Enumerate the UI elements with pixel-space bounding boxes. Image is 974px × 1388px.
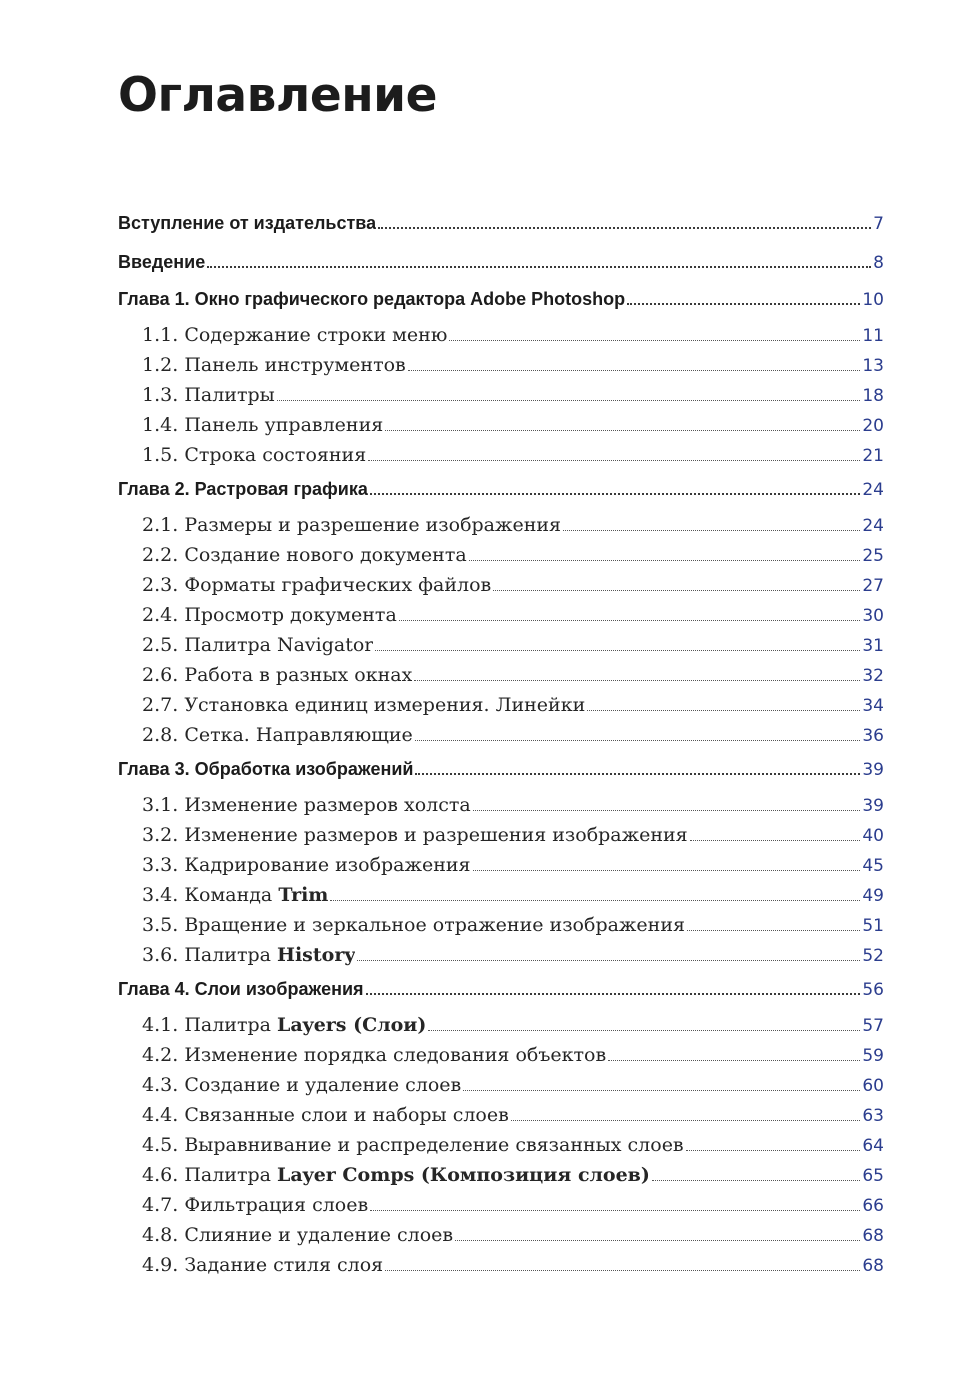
section-text: Создание и удаление слоев: [184, 1074, 462, 1096]
toc-section-3-2[interactable]: [118, 820, 884, 850]
toc-section-2-2[interactable]: [118, 540, 884, 570]
section-title: [142, 510, 561, 540]
page-number: 8: [873, 253, 884, 273]
section-title: [142, 600, 397, 630]
dot-leader: [690, 837, 861, 841]
dot-leader: [378, 224, 871, 229]
table-of-contents: [118, 206, 884, 1280]
dot-leader: [368, 457, 860, 461]
section-number: 2.5.: [142, 634, 179, 656]
toc-section-2-6[interactable]: [118, 660, 884, 690]
section-text: Создание нового документа: [184, 544, 467, 566]
section-title: [142, 440, 366, 470]
dot-leader: [473, 867, 861, 871]
toc-section-3-4[interactable]: [118, 880, 884, 910]
section-text: Выравнивание и распределение связанных слоев: [184, 1134, 684, 1156]
section-number: 3.6.: [142, 944, 179, 966]
dot-leader: [469, 557, 861, 561]
section-number: 3.5.: [142, 914, 179, 936]
section-title: [142, 690, 585, 720]
section-title: [142, 1250, 383, 1280]
toc-section-3-5[interactable]: [118, 910, 884, 940]
section-text: Изменение порядка следования объектов: [184, 1044, 607, 1066]
section-title: [142, 850, 471, 880]
section-text: Панель управления: [184, 414, 384, 436]
section-number: 1.1.: [142, 324, 179, 346]
page-number: 68: [862, 1226, 884, 1246]
dot-leader: [493, 587, 860, 591]
section-text: Палитра Navigator: [184, 634, 374, 656]
dot-leader: [455, 1237, 860, 1241]
entry-title: Введение: [118, 252, 206, 272]
section-text: Связанные слои и наборы слоев: [184, 1104, 509, 1126]
dot-leader: [587, 707, 860, 711]
section-title: [142, 820, 688, 850]
section-number: 1.4.: [142, 414, 179, 436]
section-number: 3.3.: [142, 854, 179, 876]
toc-section-2-8[interactable]: [118, 720, 884, 754]
dot-leader: [399, 617, 861, 621]
page-number: 31: [862, 636, 884, 656]
section-number: 1.2.: [142, 354, 179, 376]
section-number: 2.4.: [142, 604, 179, 626]
section-text: Просмотр документа: [184, 604, 397, 626]
page-number: 68: [862, 1256, 884, 1276]
page-number: 11: [862, 326, 884, 346]
page-number: 49: [862, 886, 884, 906]
toc-section-4-6[interactable]: [118, 1160, 884, 1190]
section-number: 4.9.: [142, 1254, 179, 1276]
dot-leader: [207, 263, 871, 268]
toc-section-3-6[interactable]: [118, 940, 884, 974]
toc-section-4-3[interactable]: [118, 1070, 884, 1100]
section-number: 4.3.: [142, 1074, 179, 1096]
chapter-title: Глава 2. Растровая графика: [118, 479, 368, 499]
section-text: Строка состояния: [184, 444, 367, 466]
section-title: [142, 720, 413, 750]
section-text: Сетка. Направляющие: [184, 724, 413, 746]
toc-section-3-1[interactable]: [118, 790, 884, 820]
section-title: [142, 350, 406, 380]
section-text: Изменение размеров и разрешения изображения: [184, 824, 688, 846]
page-number: 32: [862, 666, 884, 686]
section-number: 4.2.: [142, 1044, 179, 1066]
toc-chapter-3[interactable]: [118, 754, 884, 790]
toc-section-4-7[interactable]: [118, 1190, 884, 1220]
section-number: 4.6.: [142, 1164, 179, 1186]
section-title: [142, 790, 471, 820]
toc-section-4-9[interactable]: [118, 1250, 884, 1280]
page-number: 52: [862, 946, 884, 966]
chapter-title: Глава 4. Слои изображения: [118, 979, 364, 999]
section-text: Кадрирование изображения: [184, 854, 471, 876]
dot-leader: [375, 647, 860, 651]
toc-section-4-5[interactable]: [118, 1130, 884, 1160]
section-text: Содержание строки меню: [184, 324, 448, 346]
page-number: 21: [862, 446, 884, 466]
toc-section-2-5[interactable]: [118, 630, 884, 660]
section-text: Палитра: [184, 944, 271, 966]
section-text: Задание стиля слоя: [184, 1254, 384, 1276]
page-number: 39: [862, 760, 884, 780]
page-number: 10: [862, 290, 884, 310]
dot-leader: [370, 490, 860, 495]
section-title: [142, 540, 467, 570]
dot-leader: [385, 1267, 860, 1271]
toc-section-2-1[interactable]: [118, 510, 884, 540]
section-number: 2.8.: [142, 724, 179, 746]
page-number: 36: [862, 726, 884, 746]
toc-section-4-1[interactable]: [118, 1010, 884, 1040]
section-title: [142, 940, 355, 970]
page-title: Оглавление: [118, 68, 437, 123]
section-title: [142, 320, 447, 350]
page-number: 34: [862, 696, 884, 716]
toc-section-1-2[interactable]: [118, 350, 884, 380]
page-number: 57: [862, 1016, 884, 1036]
section-text: Фильтрация слоев: [184, 1194, 369, 1216]
page-number: 45: [862, 856, 884, 876]
entry-title: Вступление от издательства: [118, 213, 377, 233]
section-text: Палитра: [184, 1164, 271, 1186]
section-term: History: [277, 944, 356, 966]
page-number: 40: [862, 826, 884, 846]
toc-section-1-1[interactable]: [118, 320, 884, 350]
page-number: 24: [862, 516, 884, 536]
section-term: Trim: [278, 884, 329, 906]
section-title: [142, 1220, 453, 1250]
section-number: 2.1.: [142, 514, 179, 536]
section-title: [142, 380, 275, 410]
section-number: 2.7.: [142, 694, 179, 716]
page-number: 13: [862, 356, 884, 376]
section-text: Размеры и разрешение изображения: [184, 514, 562, 536]
section-title: [142, 1160, 650, 1190]
toc-chapter-4[interactable]: [118, 974, 884, 1010]
toc-entry-intro[interactable]: [118, 206, 884, 245]
dot-leader: [687, 927, 860, 931]
dot-leader: [415, 737, 861, 741]
page-number: 25: [862, 546, 884, 566]
toc-section-1-3[interactable]: [118, 380, 884, 410]
section-text: Установка единиц измерения. Линейки: [184, 694, 586, 716]
section-term: Layer Comps (Композиция слоев): [277, 1164, 650, 1186]
section-title: [142, 410, 383, 440]
toc-chapter-2[interactable]: [118, 474, 884, 510]
section-number: 2.6.: [142, 664, 179, 686]
dot-leader: [408, 367, 861, 371]
page-number: 65: [862, 1166, 884, 1186]
toc-chapter-1[interactable]: [118, 284, 884, 320]
page-number: 64: [862, 1136, 884, 1156]
page-number: 63: [862, 1106, 884, 1126]
dot-leader: [608, 1057, 860, 1061]
dot-leader: [277, 397, 861, 401]
section-number: 4.4.: [142, 1104, 179, 1126]
section-title: [142, 880, 328, 910]
toc-section-4-4[interactable]: [118, 1100, 884, 1130]
section-number: 4.8.: [142, 1224, 179, 1246]
dot-leader: [357, 957, 860, 961]
section-term: Layers (Слои): [277, 1014, 427, 1036]
dot-leader: [428, 1027, 860, 1031]
section-title: [142, 570, 491, 600]
toc-section-1-5[interactable]: [118, 440, 884, 474]
dot-leader: [330, 897, 860, 901]
section-title: [142, 1010, 426, 1040]
page-number: 27: [862, 576, 884, 596]
section-number: 3.2.: [142, 824, 179, 846]
section-number: 4.5.: [142, 1134, 179, 1156]
toc-section-2-4[interactable]: [118, 600, 884, 630]
section-title: [142, 1070, 461, 1100]
dot-leader: [511, 1117, 861, 1121]
toc-section-1-4[interactable]: [118, 410, 884, 440]
page-number: 66: [862, 1196, 884, 1216]
section-text: Палитра: [184, 1014, 271, 1036]
section-text: Слияние и удаление слоев: [184, 1224, 454, 1246]
section-number: 1.3.: [142, 384, 179, 406]
section-title: [142, 1040, 606, 1070]
section-number: 4.7.: [142, 1194, 179, 1216]
section-title: [142, 630, 373, 660]
section-text: Палитры: [184, 384, 275, 406]
page-number: 56: [862, 980, 884, 1000]
toc-section-3-3[interactable]: [118, 850, 884, 880]
page-number: 24: [862, 480, 884, 500]
page-number: 7: [873, 214, 884, 234]
dot-leader: [414, 677, 860, 681]
dot-leader: [563, 527, 860, 531]
chapter-title: Глава 3. Обработка изображений: [118, 759, 414, 779]
dot-leader: [370, 1207, 860, 1211]
dot-leader: [686, 1147, 861, 1151]
section-number: 2.2.: [142, 544, 179, 566]
section-text: Работа в разных окнах: [184, 664, 413, 686]
section-text: Панель инструментов: [184, 354, 406, 376]
dot-leader: [415, 770, 860, 775]
dot-leader: [449, 337, 860, 341]
toc-section-2-3[interactable]: [118, 570, 884, 600]
dot-leader: [385, 427, 860, 431]
section-title: [142, 660, 412, 690]
section-number: 4.1.: [142, 1014, 179, 1036]
section-number: 3.1.: [142, 794, 179, 816]
dot-leader: [627, 300, 860, 305]
section-title: [142, 1100, 509, 1130]
toc-section-4-8[interactable]: [118, 1220, 884, 1250]
dot-leader: [463, 1087, 860, 1091]
page-number: 60: [862, 1076, 884, 1096]
section-number: 3.4.: [142, 884, 179, 906]
page-number: 18: [862, 386, 884, 406]
page-number: 59: [862, 1046, 884, 1066]
page-number: 51: [862, 916, 884, 936]
dot-leader: [652, 1177, 860, 1181]
section-title: [142, 910, 685, 940]
section-title: [142, 1130, 684, 1160]
section-number: 2.3.: [142, 574, 179, 596]
section-text: Команда: [184, 884, 273, 906]
page-number: 20: [862, 416, 884, 436]
section-title: [142, 1190, 368, 1220]
section-text: Форматы графических файлов: [184, 574, 492, 596]
section-text: Вращение и зеркальное отражение изображения: [184, 914, 685, 936]
toc-section-2-7[interactable]: [118, 690, 884, 720]
page-number: 39: [862, 796, 884, 816]
dot-leader: [473, 807, 861, 811]
toc-section-4-2[interactable]: [118, 1040, 884, 1070]
section-text: Изменение размеров холста: [184, 794, 471, 816]
section-number: 1.5.: [142, 444, 179, 466]
page-number: 30: [862, 606, 884, 626]
chapter-title: Глава 1. Окно графического редактора Adobe Photoshop: [118, 289, 626, 309]
dot-leader: [366, 990, 861, 995]
toc-entry-introduction[interactable]: [118, 245, 884, 284]
